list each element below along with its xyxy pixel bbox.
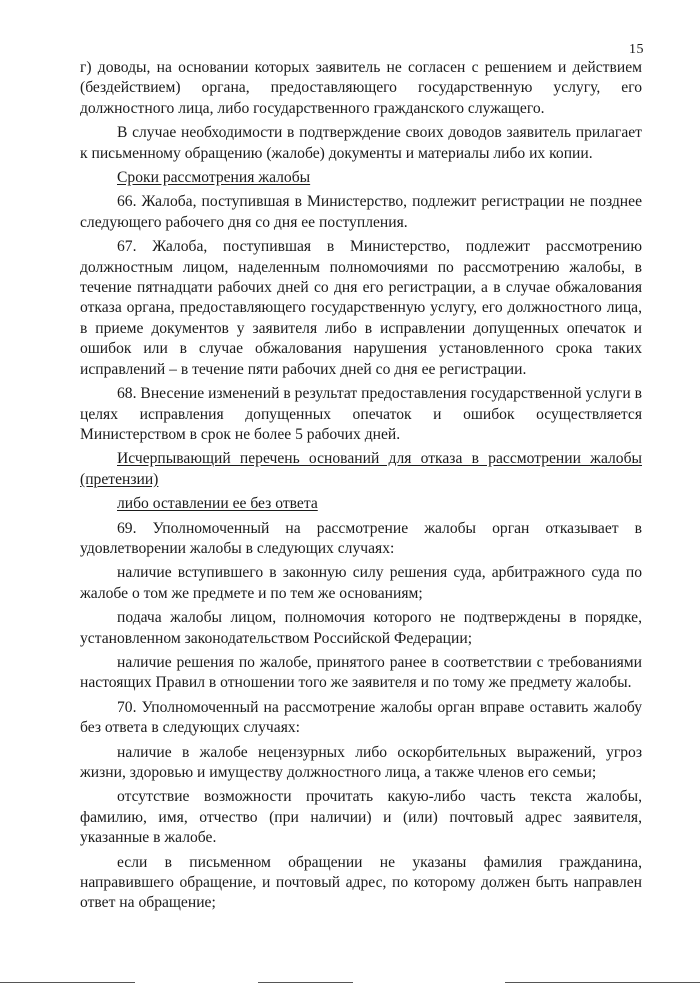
list-item-missing-name-address: если в письменном обращении не указаны фамилия гражданина, направившего обращение, и почтовый адрес, по которому должен быть направлен ответ на обращение; xyxy=(80,853,642,912)
paragraph-66: 66. Жалоба, поступившая в Министерство, подлежит регистрации не позднее следующего рабочего дня со дня ее поступления. xyxy=(80,193,642,231)
list-item-court-decision: наличие вступившего в законную силу решения суда, арбитражного суда по жалобе о том же предмете и по тем же основаниям; xyxy=(80,564,642,602)
footer-line-left xyxy=(0,982,135,983)
list-item-prior-decision: наличие решения по жалобе, принятого ранее в соответствии с требованиями настоящих Правил в отношении того же заявителя и по тому же предмету жалобы. xyxy=(80,653,642,692)
paragraph-arguments: г) доводы, на основании которых заявитель не согласен с решением и действием (бездействием) органа, предоставляющего государственную услугу, его должностного лица, либо государственного гражданского служащего. xyxy=(80,59,642,117)
scan-footer-artifacts xyxy=(0,978,700,986)
paragraph-69: 69. Уполномоченный на рассмотрение жалобы орган отказывает в удовлетворении жалобы в следующих случаях: xyxy=(80,519,642,557)
list-item-obscene-language: наличие в жалобе нецензурных либо оскорбительных выражений, угроз жизни, здоровью и имуществу должностного лица, а также членов его семьи; xyxy=(80,743,642,781)
footer-line-center xyxy=(258,982,353,983)
list-item-unreadable-text: отсутствие возможности прочитать какую-либо часть текста жалобы, фамилию, имя, отчество (при наличии) и (или) почтовый адрес заявителя, указанные в жалобе. xyxy=(80,788,642,847)
document-body xyxy=(80,58,642,918)
section-heading-refusal-grounds-cont: либо оставлении ее без ответа xyxy=(117,495,318,513)
paragraph-67: 67. Жалоба, поступившая в Министерство, подлежит рассмотрению должностным лицом, наделенным полномочиями по рассмотрению жалобы, в течение пятнадцати рабочих дней со дня его регистрации, а в случае обжалования отказа органа, предоставляющего государственную услугу, его должностного лица, в приеме документов у заявителя либо в исправлении допущенных опечаток и ошибок или в случае обжалования нарушения установленного срока таких исправлений – в течение пяти рабочих дней со дня ее регистрации. xyxy=(80,238,642,378)
page-number: 15 xyxy=(629,42,644,57)
section-heading-review-terms: Сроки рассмотрения жалобы xyxy=(117,169,311,187)
paragraph-70: 70. Уполномоченный на рассмотрение жалобы орган вправе оставить жалобу без ответа в следующих случаях: xyxy=(80,698,642,737)
list-item-unconfirmed-authority: подача жалобы лицом, полномочия которого не подтверждены в порядке, установленном законодательством Российской Федерации; xyxy=(80,609,642,647)
paragraph-68: 68. Внесение изменений в результат предоставления государственной услуги в целях исправления допущенных опечаток и ошибок осуществляется Министерством в срок не более 5 рабочих дней. xyxy=(80,385,642,443)
section-heading-refusal-grounds: Исчерпывающий перечень оснований для отказа в рассмотрении жалобы (претензии) xyxy=(80,450,642,488)
paragraph-attachments: В случае необходимости в подтверждение своих доводов заявитель прилагает к письменному обращению (жалобе) документы и материалы либо их копии. xyxy=(80,124,642,162)
footer-line-right xyxy=(505,982,700,983)
